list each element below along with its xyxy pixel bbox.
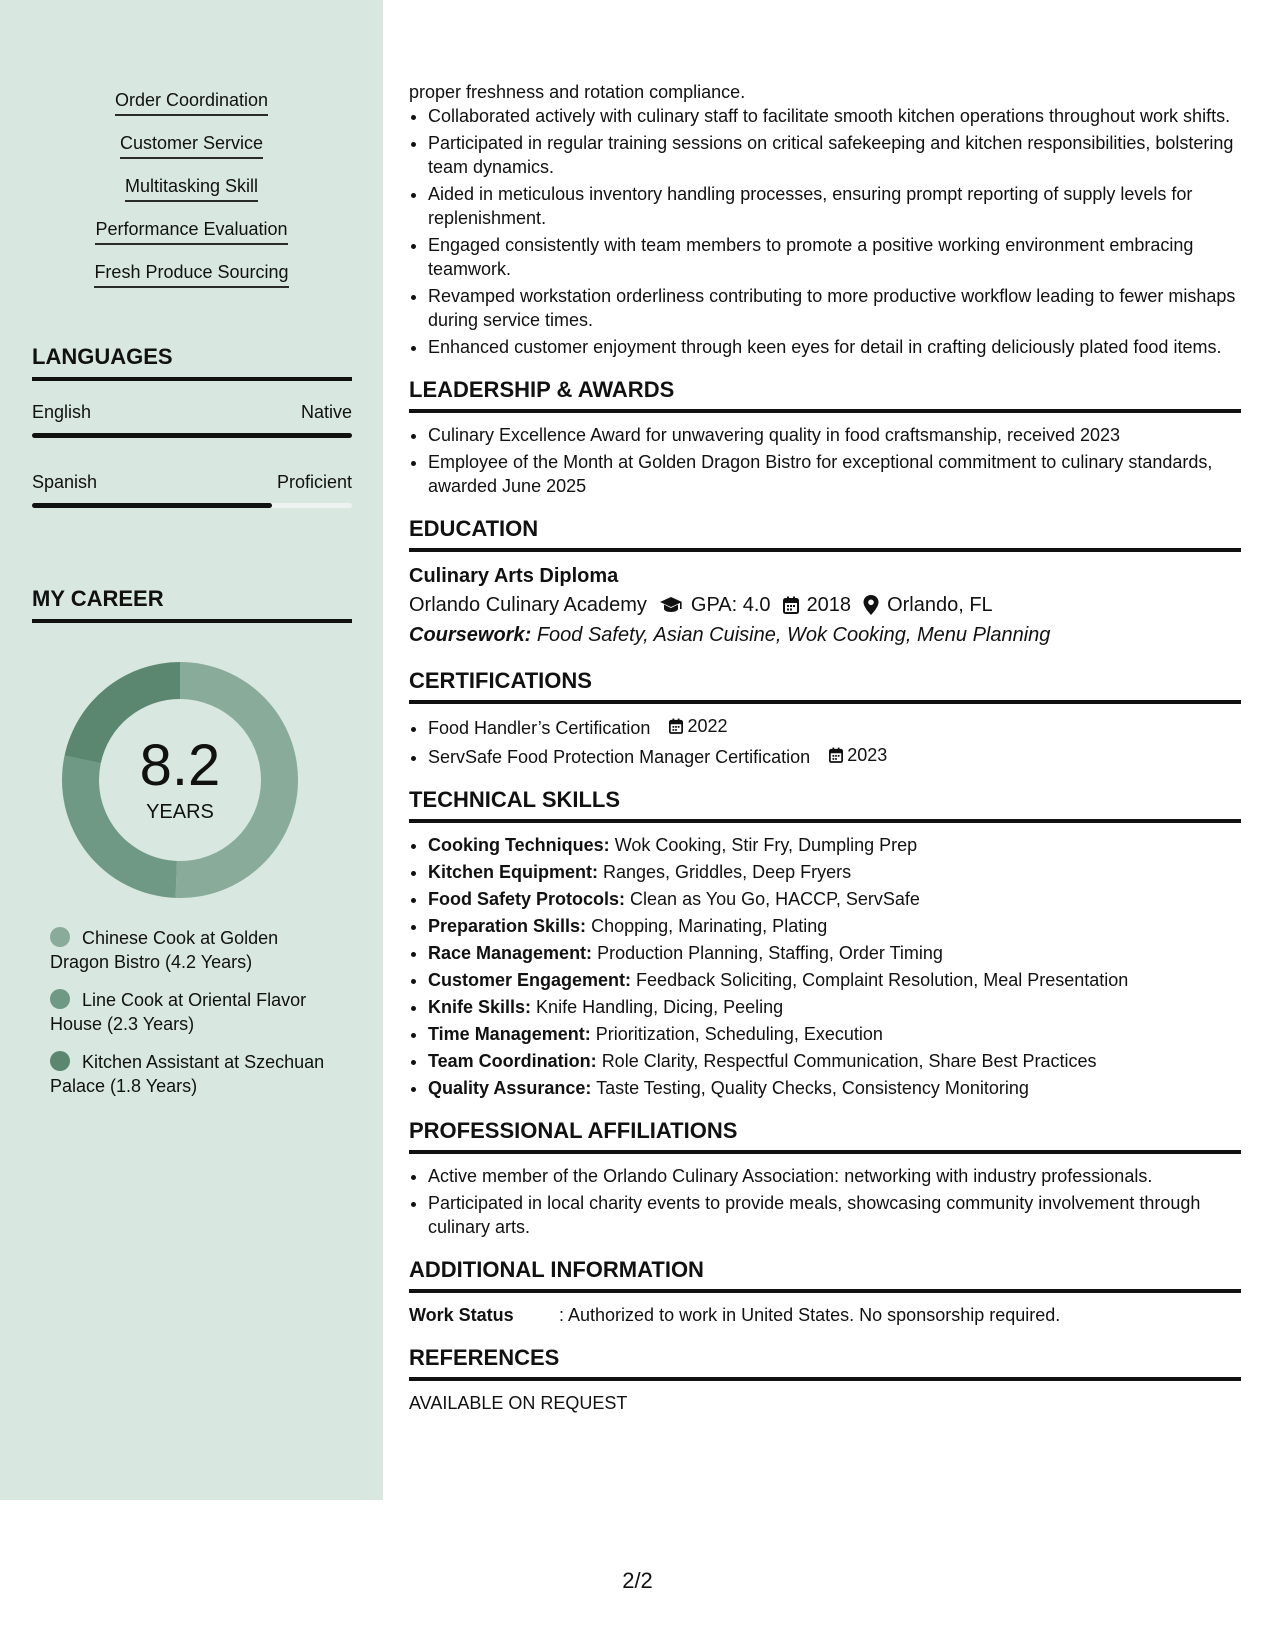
additional-info-heading: ADDITIONAL INFORMATION xyxy=(409,1257,1241,1293)
technical-skills-heading: TECHNICAL SKILLS xyxy=(409,787,1241,823)
list-item xyxy=(428,714,1241,740)
skill-label: Race Management: xyxy=(428,943,593,963)
calendar-icon xyxy=(783,596,799,614)
references-text: AVAILABLE ON REQUEST xyxy=(409,1393,628,1413)
certification-name: Food Handler’s Certification xyxy=(428,718,651,738)
list-item: • Participated in regular training sessions on critical safekeeping and kitchen responsibilities, bolstering team dynamics. xyxy=(428,131,1241,179)
legend-dot-icon xyxy=(50,989,70,1009)
career-donut xyxy=(62,662,298,898)
education-heading: EDUCATION xyxy=(409,516,1241,552)
list-item xyxy=(428,887,1241,911)
calendar-icon xyxy=(829,747,843,763)
work-status-row xyxy=(409,1303,1241,1327)
list-item xyxy=(428,968,1241,992)
graduation-cap-icon xyxy=(659,596,683,614)
languages-heading: LANGUAGES xyxy=(32,344,352,381)
list-item: • Engaged consistently with team members to promote a positive working environment embracing teamwork. xyxy=(428,233,1241,281)
career-legend-item xyxy=(50,988,340,1036)
list-item: • Collaborated actively with culinary staff to facilitate smooth kitchen operations throughout work shifts. xyxy=(428,104,1241,128)
list-item xyxy=(428,833,1241,857)
awards-list xyxy=(409,423,1241,498)
career-legend-label: Line Cook at Oriental Flavor House (2.3 Years) xyxy=(50,990,307,1034)
education-location: Orlando, FL xyxy=(887,594,993,616)
career-total-years: 8.2 xyxy=(139,732,221,798)
language-bar xyxy=(32,433,352,438)
list-item xyxy=(428,995,1241,1019)
skill-label: Customer Engagement: xyxy=(428,970,632,990)
skill-value: Clean as You Go, HACCP, ServSafe xyxy=(630,889,920,909)
career-legend-label: Chinese Cook at Golden Dragon Bistro (4.2 Years) xyxy=(50,928,279,972)
skill-value: Wok Cooking, Stir Fry, Dumpling Prep xyxy=(614,835,918,855)
skill-item: Multitasking Skill xyxy=(125,174,258,202)
skill-value: Taste Testing, Quality Checks, Consistency Monitoring xyxy=(596,1078,1029,1098)
list-item xyxy=(428,1022,1241,1046)
list-item xyxy=(428,1049,1241,1073)
list-item: • Culinary Excellence Award for unwavering quality in food craftsmanship, received 2023 xyxy=(428,423,1241,447)
coursework-value: Food Safety, Asian Cuisine, Wok Cooking, Menu Planning xyxy=(536,624,1051,646)
list-item: • Participated in local charity events to provide meals, showcasing community involvement through culinary arts. xyxy=(428,1191,1241,1239)
career-unit: YEARS xyxy=(146,800,214,823)
work-status-value: : Authorized to work in United States. No sponsorship required. xyxy=(559,1305,1061,1325)
career-heading: MY CAREER xyxy=(32,586,352,623)
education-coursework xyxy=(409,620,1241,650)
experience-continued-text: proper freshness and rotation compliance. xyxy=(409,82,746,102)
certification-year: 2023 xyxy=(847,745,888,765)
page-number: 2/2 xyxy=(622,1568,653,1593)
certification-year: 2022 xyxy=(687,716,728,736)
skill-item: Order Coordination xyxy=(115,88,268,116)
education-year: 2018 xyxy=(806,594,852,616)
skill-label: Time Management: xyxy=(428,1024,591,1044)
legend-dot-icon xyxy=(50,1051,70,1071)
list-item xyxy=(428,860,1241,884)
skill-label: Team Coordination: xyxy=(428,1051,597,1071)
awards-heading: LEADERSHIP & AWARDS xyxy=(409,377,1241,413)
affiliations-list xyxy=(409,1164,1241,1239)
education-degree: Culinary Arts Diploma xyxy=(409,565,619,587)
work-status-key: Work Status xyxy=(409,1305,514,1325)
calendar-icon xyxy=(669,718,683,734)
references-heading: REFERENCES xyxy=(409,1345,1241,1381)
skills-list xyxy=(0,88,383,303)
technical-skills-list xyxy=(409,833,1241,1100)
skill-value: Role Clarity, Respectful Communication, Share Best Practices xyxy=(601,1051,1097,1071)
skill-value: Feedback Soliciting, Complaint Resolution, Meal Presentation xyxy=(636,970,1129,990)
skill-item: Fresh Produce Sourcing xyxy=(94,260,288,288)
skill-value: Production Planning, Staffing, Order Timing xyxy=(597,943,943,963)
affiliations-heading: PROFESSIONAL AFFILIATIONS xyxy=(409,1118,1241,1154)
language-bar xyxy=(32,503,352,508)
skill-item: Customer Service xyxy=(120,131,263,159)
list-item xyxy=(428,914,1241,938)
legend-dot-icon xyxy=(50,927,70,947)
list-item xyxy=(428,1076,1241,1100)
experience-bullets xyxy=(409,104,1241,359)
skill-label: Knife Skills: xyxy=(428,997,532,1017)
language-bar-fill xyxy=(32,433,352,438)
list-item: • Enhanced customer enjoyment through keen eyes for detail in crafting deliciously plated food items. xyxy=(428,335,1241,359)
career-legend-item xyxy=(50,926,340,974)
certifications-list xyxy=(409,714,1241,769)
skill-value: Chopping, Marinating, Plating xyxy=(591,916,828,936)
career-legend-label: Kitchen Assistant at Szechuan Palace (1.8 Years) xyxy=(50,1052,325,1096)
list-item xyxy=(428,743,1241,769)
list-item xyxy=(428,941,1241,965)
career-legend xyxy=(50,926,340,1112)
skill-item: Performance Evaluation xyxy=(95,217,287,245)
language-spanish xyxy=(32,472,352,508)
language-bar-fill xyxy=(32,503,272,508)
certifications-heading: CERTIFICATIONS xyxy=(409,668,1241,704)
career-legend-item xyxy=(50,1050,340,1098)
education-details xyxy=(409,590,1241,620)
skill-value: Knife Handling, Dicing, Peeling xyxy=(536,997,784,1017)
skill-label: Food Safety Protocols: xyxy=(428,889,626,909)
sidebar xyxy=(0,0,383,1500)
skill-value: Ranges, Griddles, Deep Fryers xyxy=(603,862,852,882)
coursework-label: Coursework: xyxy=(409,624,532,646)
education-school: Orlando Culinary Academy xyxy=(409,594,647,616)
skill-label: Preparation Skills: xyxy=(428,916,587,936)
list-item: • Aided in meticulous inventory handling processes, ensuring prompt reporting of supply levels for replenishment. xyxy=(428,182,1241,230)
education-gpa: GPA: 4.0 xyxy=(690,594,771,616)
main-content xyxy=(409,80,1241,1415)
language-level: Proficient xyxy=(276,472,352,492)
language-english xyxy=(32,402,352,438)
skill-label: Kitchen Equipment: xyxy=(428,862,598,882)
certification-name: ServSafe Food Protection Manager Certification xyxy=(428,747,811,767)
list-item: • Employee of the Month at Golden Dragon Bistro for exceptional commitment to culinary standards, awarded June 2025 xyxy=(428,450,1241,498)
language-name: Spanish xyxy=(32,472,98,492)
list-item: • Revamped workstation orderliness contributing to more productive workflow leading to fewer mishaps during service times. xyxy=(428,284,1241,332)
skill-value: Prioritization, Scheduling, Execution xyxy=(595,1024,883,1044)
location-pin-icon xyxy=(863,595,879,615)
list-item: • Active member of the Orlando Culinary Association: networking with industry professionals. xyxy=(428,1164,1241,1188)
skill-label: Cooking Techniques: xyxy=(428,835,610,855)
language-level: Native xyxy=(300,402,352,422)
skill-label: Quality Assurance: xyxy=(428,1078,592,1098)
language-name: English xyxy=(32,402,92,422)
